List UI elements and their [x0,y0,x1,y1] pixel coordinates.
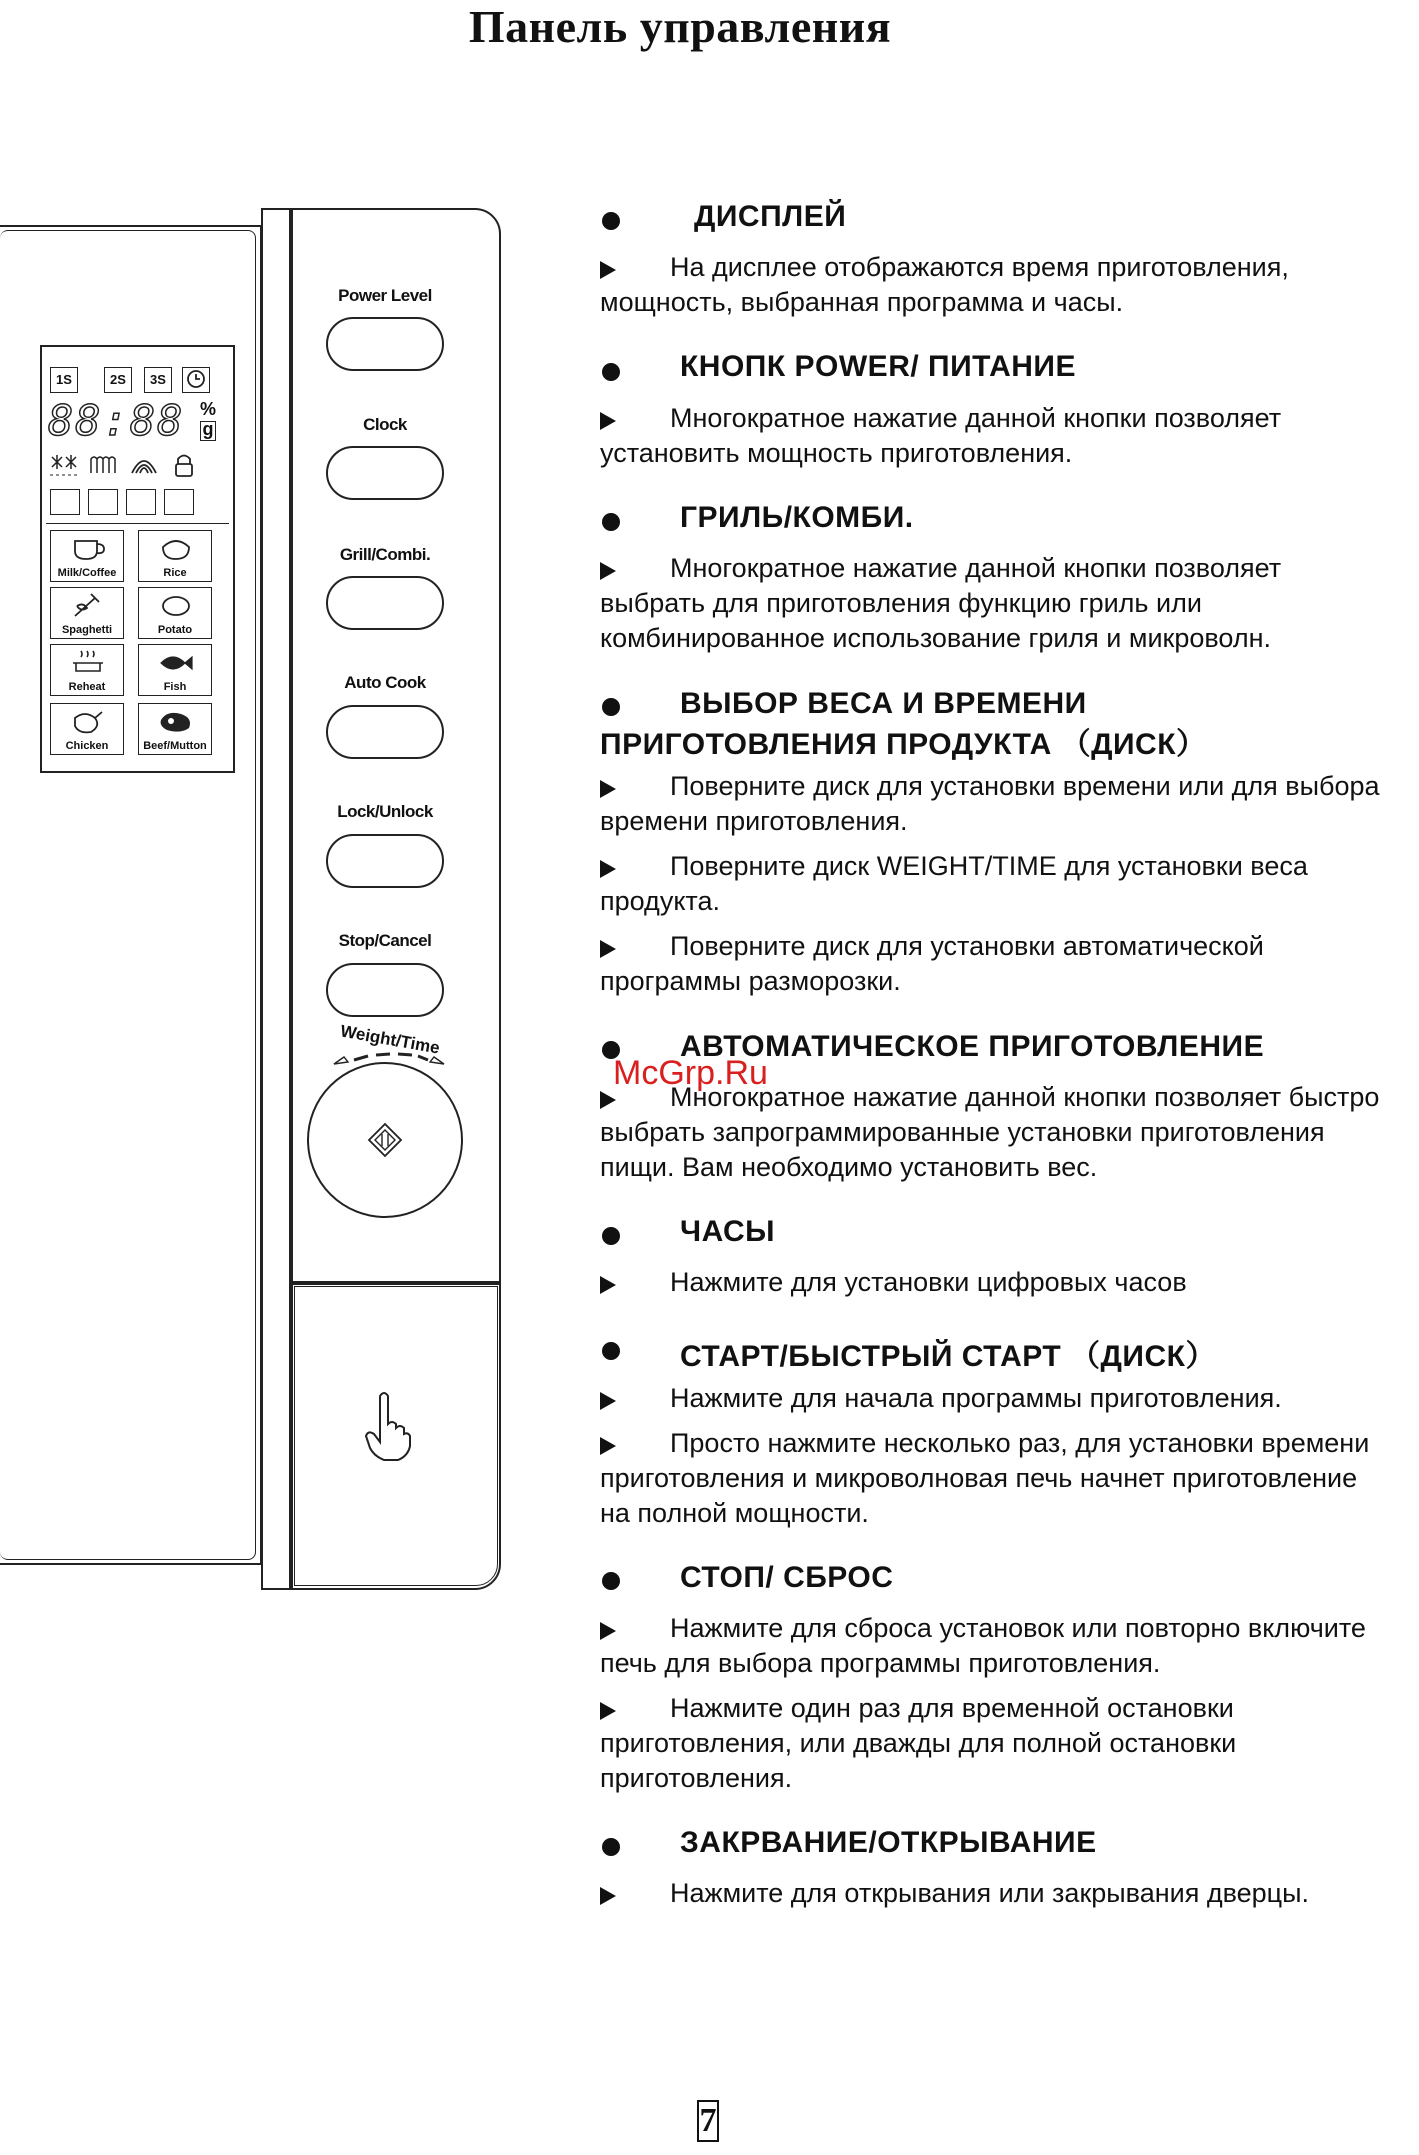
food-label: Beef/Mutton [143,740,207,752]
potato-icon [157,592,195,620]
section-paragraph [600,1691,1390,1796]
paragraph-text: Многократное нажатие данной кнопки позволяет выбрать для приготовления функцию гриль или комбинированное использование гриля и микроволн. [600,553,1282,653]
lcd-quick-2s: 2S [104,367,132,393]
pot-icon [69,649,107,677]
section-paragraph [600,401,1390,471]
section-heading: ВЫБОР ВЕСА И ВРЕМЕНИ [680,687,1087,720]
lcd-digits: 88:88 [48,396,185,445]
food-beef-mutton [138,703,212,755]
food-label: Fish [163,681,187,693]
section-heading: СТАРТ/БЫСТРЫЙ СТАРТ （ДИСК） [680,1340,1216,1373]
lock-icon [168,451,200,479]
food-reheat [50,644,124,696]
power-level-button[interactable] [326,317,444,371]
grill-icon [128,451,160,479]
clock-icon [182,367,210,393]
section-paragraph [600,1080,1390,1185]
page-title: Панель управления [468,1,892,52]
food-spaghetti [50,587,124,639]
paragraph-text: Нажмите для начала программы приготовления. [670,1383,1282,1413]
weight-time-label: Weight/Time [338,1021,442,1058]
section-paragraph [600,1381,1390,1416]
arrow-icon [600,1887,616,1905]
arrow-icon [600,1392,616,1410]
microwave-wave-icon [88,451,120,479]
arrow-icon [600,780,616,798]
lcd-empty-cell [88,489,118,515]
section-paragraph [600,250,1390,320]
food-label: Reheat [68,681,106,693]
lock-unlock-label: Lock/Unlock [337,802,433,821]
lcd-empty-cell [50,489,80,515]
stop-cancel-button[interactable] [326,963,444,1017]
grill-combi-button[interactable] [326,576,444,630]
lcd-percent: % [200,399,217,419]
section-heading: КНОПК POWER/ ПИТАНИЕ [680,350,1076,383]
food-rice [138,530,212,582]
dial-center-icon [367,1122,403,1158]
paragraph-text: Нажмите для открывания или закрывания дверцы. [670,1878,1310,1908]
defrost-icon [48,451,80,479]
rice-icon [157,535,195,563]
section-paragraph [600,1611,1390,1681]
paragraph-text: Просто нажмите несколько раз, для установки времени приготовления и микроволновая печь начнет приготовление на полной мощности. [600,1428,1370,1528]
page-number: 7 [697,2100,719,2142]
section-paragraph [600,1426,1390,1531]
lock-unlock-button[interactable] [326,834,444,888]
clock-button[interactable] [326,446,444,500]
section-heading-line2: ПРИГОТОВЛЕНИЯ ПРОДУКТА （ДИСК） [600,728,1207,761]
section-heading: ДИСПЛЕЙ [694,200,847,233]
steak-icon [157,708,195,736]
paragraph-text: Поверните диск WEIGHT/TIME для установки веса продукта. [600,851,1308,916]
section-paragraph [600,1876,1390,1911]
bullet-icon [602,1342,620,1360]
arrow-icon [600,1091,616,1109]
section-paragraph [600,849,1390,919]
panel-strip [261,208,291,1590]
paragraph-text: Нажмите для установки цифровых часов [670,1267,1187,1297]
bullet-icon [602,1572,620,1590]
paragraph-text: Поверните диск для установки автоматической программы разморозки. [600,931,1264,996]
arrow-icon [600,1702,616,1720]
food-label: Potato [157,624,193,636]
paragraph-text: На дисплее отображаются время приготовления, мощность, выбранная программа и часы. [600,252,1289,317]
section-heading: СТОП/ СБРОС [680,1561,894,1594]
food-label: Milk/Coffee [57,567,117,579]
lcd-quick-1s: 1S [50,367,78,393]
paragraph-text: Нажмите один раз для временной остановки приготовления, или дважды для полной остановки приготовления. [600,1693,1237,1793]
bullet-icon [602,1838,620,1856]
paragraph-text: Нажмите для сброса установок или повторно включите печь для выбора программы приготовления. [600,1613,1366,1678]
door-open-hand-icon[interactable] [362,1390,414,1462]
bullet-icon [602,698,620,716]
food-potato [138,587,212,639]
watermark: McGrp.Ru [613,1054,768,1092]
section-heading: ЧАСЫ [680,1215,776,1248]
auto-cook-label: Auto Cook [344,673,426,692]
lcd-empty-cell [164,489,194,515]
bullet-icon [602,1227,620,1245]
lcd-divider [46,523,229,524]
arrow-icon [600,1276,616,1294]
cup-icon [69,535,107,563]
stop-cancel-label: Stop/Cancel [338,931,432,950]
food-chicken [50,703,124,755]
fork-icon [69,592,107,620]
section-paragraph [600,769,1390,839]
lcd-display [40,345,235,773]
food-label: Chicken [65,740,109,752]
paragraph-text: Поверните диск для установки времени или для выбора времени приготовления. [600,771,1380,836]
food-label: Rice [163,567,187,579]
food-label: Spaghetti [61,624,113,636]
arrow-icon [600,1622,616,1640]
bullet-icon [602,212,620,230]
paragraph-text: Многократное нажатие данной кнопки позволяет быстро выбрать запрограммированные установки приготовления пищи. Вам необходимо установить вес. [600,1082,1380,1182]
section-heading: ГРИЛЬ/КОМБИ. [680,501,914,534]
arrow-icon [600,860,616,878]
food-fish [138,644,212,696]
power-level-label: Power Level [338,286,432,305]
fish-icon [157,649,195,677]
paragraph-text: Многократное нажатие данной кнопки позволяет установить мощность приготовления. [600,403,1282,468]
bullet-icon [602,513,620,531]
lcd-empty-cell [126,489,156,515]
chicken-icon [69,708,107,736]
lcd-quick-3s: 3S [144,367,172,393]
section-paragraph [600,929,1390,999]
arrow-icon [600,940,616,958]
section-paragraph [600,1265,1390,1300]
food-milk-coffee [50,530,124,582]
arrow-icon [600,1437,616,1455]
clock-label: Clock [363,415,407,434]
lcd-gram: g [200,421,216,441]
section-paragraph [600,551,1390,656]
section-heading: АВТОМАТИЧЕСКОЕ ПРИГОТОВЛЕНИЕ [680,1030,1265,1063]
section-heading: ЗАКРВАНИЕ/ОТКРЫВАНИЕ [680,1826,1097,1859]
bullet-icon [602,363,620,381]
auto-cook-button[interactable] [326,705,444,759]
arrow-icon [600,562,616,580]
arrow-icon [600,261,616,279]
grill-combi-label: Grill/Combi. [339,545,431,564]
arrow-icon [600,412,616,430]
